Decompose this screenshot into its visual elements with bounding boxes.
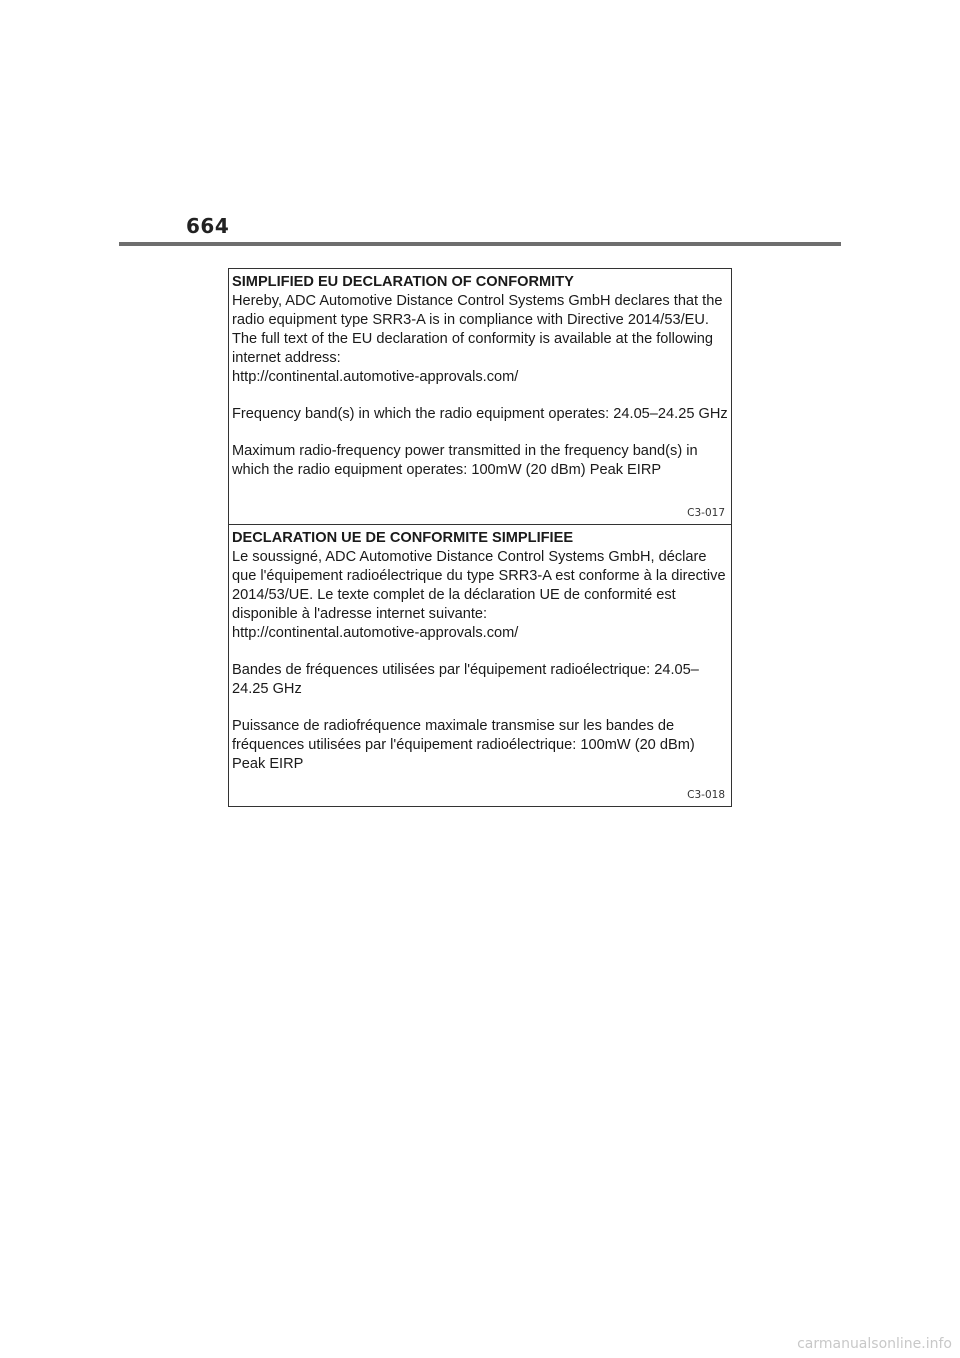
declaration-statement-en: Hereby, ADC Automotive Distance Control Systems GmbH declares that the radio equipment type SRR3-A is in compliance with Directive 2014/53/EU. The full text of the EU declaration of conformity is available at the following internet address:: [232, 293, 723, 366]
declaration-box: [228, 268, 732, 807]
approvals-url-fr: http://continental.automotive-approvals.com/: [232, 625, 519, 641]
header-divider: [119, 242, 841, 246]
section-heading-fr: DECLARATION UE DE CONFORMITE SIMPLIFIEE: [232, 530, 574, 546]
figure-code-en: C3-017: [687, 507, 725, 519]
section-heading-en: SIMPLIFIED EU DECLARATION OF CONFORMITY: [232, 274, 574, 290]
eu-declaration-french: [229, 525, 731, 806]
page-number: 664: [186, 214, 230, 238]
max-power-fr: Puissance de radiofréquence maximale transmise sur les bandes de fréquences utilisées par l'équipement radioélectrique: 100mW (20 dBm) Peak EIRP: [232, 718, 695, 772]
declaration-text-fr: [232, 548, 728, 643]
declaration-statement-fr: Le soussigné, ADC Automotive Distance Control Systems GmbH, déclare que l'équipement radioélectrique du type SRR3-A est conforme à la directive 2014/53/UE. Le texte complet de la déclaration UE de conformité est disponible à l'adresse internet suivante:: [232, 549, 726, 622]
figure-code-fr: C3-018: [687, 789, 725, 801]
declaration-text-en: [232, 292, 728, 387]
eu-declaration-english: [229, 269, 731, 525]
max-power-en: Maximum radio-frequency power transmitted in the frequency band(s) in which the radio equipment operates: 100mW (20 dBm) Peak EIRP: [232, 443, 698, 478]
site-watermark: carmanualsonline.info: [797, 1336, 952, 1352]
approvals-url-en: http://continental.automotive-approvals.com/: [232, 369, 519, 385]
frequency-band-fr: Bandes de fréquences utilisées par l'équipement radioélectrique: 24.05–24.25 GHz: [232, 662, 699, 697]
frequency-band-en: Frequency band(s) in which the radio equipment operates: 24.05–24.25 GHz: [232, 406, 728, 422]
